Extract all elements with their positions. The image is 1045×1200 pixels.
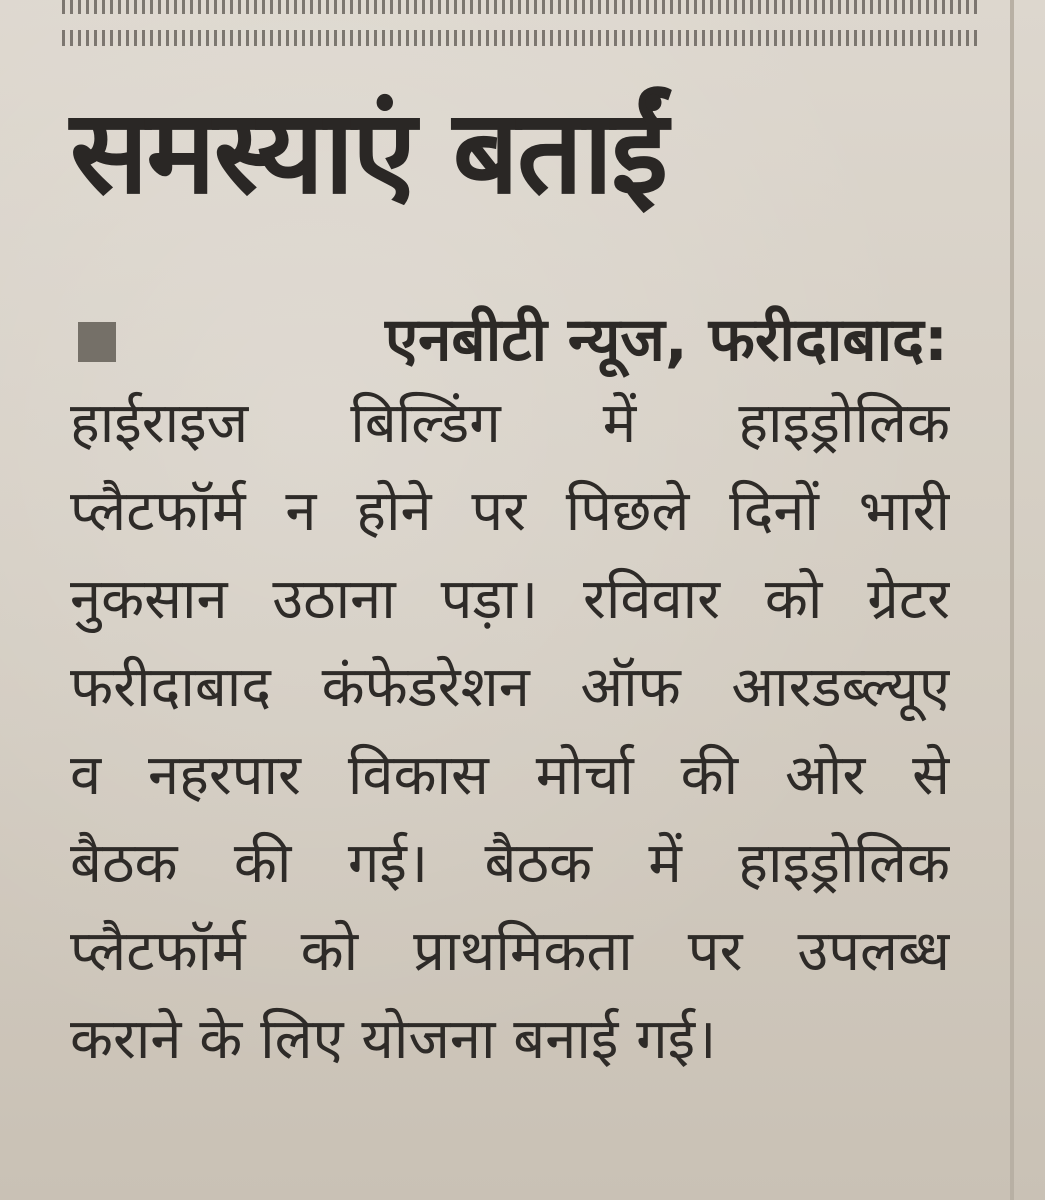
article-line: व नहरपार विकास मोर्चा की ओर से	[70, 743, 950, 808]
article-line: प्लैटफॉर्म न होने पर पिछले दिनों भारी	[70, 479, 950, 544]
article-line: नुकसान उठाना पड़ा। रविवार को ग्रेटर	[70, 567, 950, 632]
headline: समस्याएं बताईं	[70, 85, 667, 220]
article-line: बैठक की गई। बैठक में हाइड्रोलिक	[70, 831, 950, 896]
page-edge-shadow	[1010, 0, 1014, 1200]
article-line: फरीदाबाद कंफेडरेशन ऑफ आरडब्ल्यूए	[70, 655, 950, 720]
top-dashed-rule	[62, 0, 977, 14]
byline	[78, 300, 948, 380]
article-line: प्लैटफॉर्म को प्राथमिकता पर उपलब्ध	[70, 919, 950, 984]
article-body	[70, 380, 950, 1084]
byline-text: एनबीटी न्यूज, फरीदाबाद:	[384, 305, 948, 375]
article-line: हाईराइज बिल्डिंग में हाइड्रोलिक	[70, 391, 950, 456]
article-line: कराने के लिए योजना बनाई गई।	[70, 1007, 717, 1072]
column-dashed-rule	[62, 30, 977, 46]
bullet-square-icon	[78, 322, 116, 362]
